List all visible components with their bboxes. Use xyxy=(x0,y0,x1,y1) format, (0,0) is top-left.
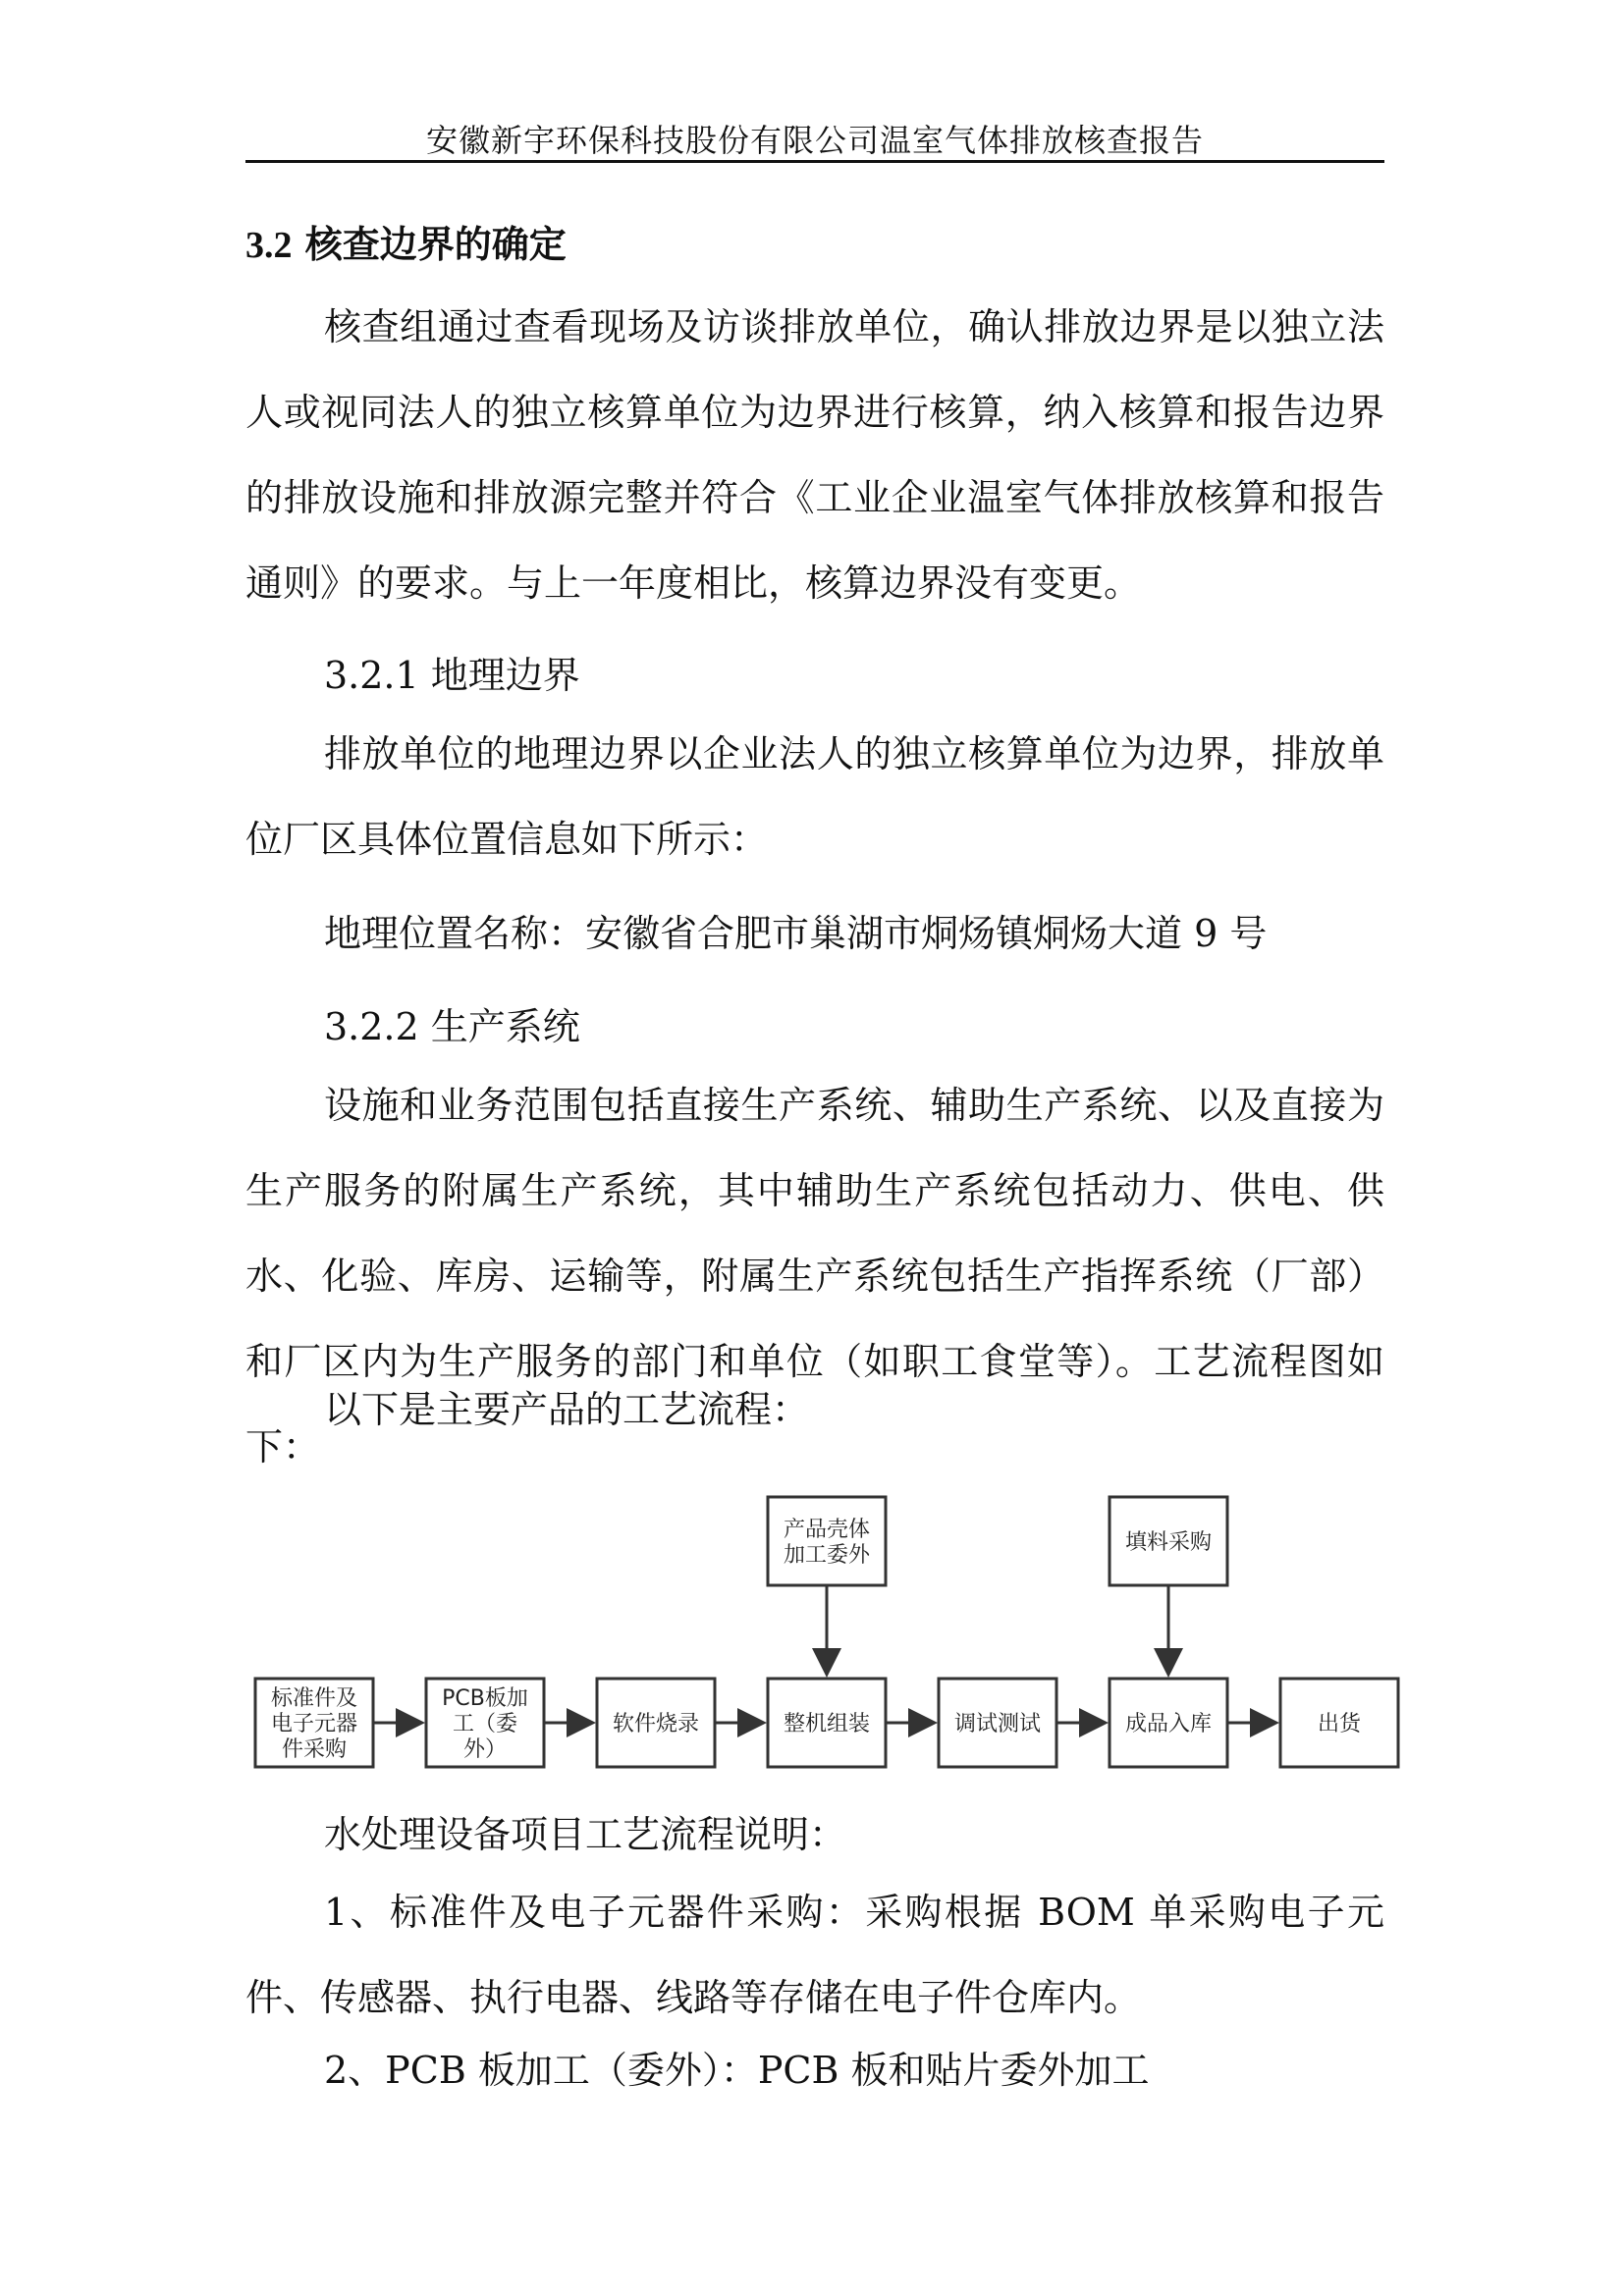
section-title: 核查边界的确定 xyxy=(304,222,567,266)
flow-step-0-text: 件采购 xyxy=(281,1737,348,1762)
geo-subheading: 3.2.1 地理边界 xyxy=(324,654,580,697)
flow-step-6-text: 出货 xyxy=(1317,1712,1362,1736)
production-paragraph: 设施和业务范围包括直接生产系统、辅助生产系统、以及直接为生产服务的附属生产系统，其中辅助生产系统包括动力、供电、供水、化验、库房、运输等，附属生产系统包括生产指挥系统（厂部）和厂区内为生产服务的部门和单位（如职工食堂等）。工艺流程图如下： xyxy=(245,1084,1384,1468)
flow-step-2-text: 软件烧录 xyxy=(612,1712,700,1736)
page-header: 安徽新宇环保科技股份有限公司温室气体排放核查报告 xyxy=(425,122,1204,159)
explain-heading: 水处理设备项目工艺流程说明： xyxy=(324,1813,847,1856)
process-flowchart xyxy=(245,1487,1404,1782)
geo-block xyxy=(245,712,1384,882)
header-rule xyxy=(245,160,1384,163)
intro-block xyxy=(245,285,1384,626)
intro-paragraph: 核查组通过查看现场及访谈排放单位，确认排放边界是以独立法人或视同法人的独立核算单位为边界进行核算，纳入核算和报告边界的排放设施和排放源完整并符合《工业企业温室气体排放核算和报告通则》的要求。与上一年度相比，核算边界没有变更。 xyxy=(245,305,1384,605)
flow-input-0-text: 加工委外 xyxy=(783,1543,871,1568)
section-heading xyxy=(245,214,567,268)
flow-input-1-text: 填料采购 xyxy=(1124,1530,1213,1555)
section-number: 3.2 xyxy=(245,225,293,266)
explain-item1-block xyxy=(245,1870,1384,2041)
geo-location: 地理位置名称：安徽省合肥市巢湖市烔炀镇烔炀大道 9 号 xyxy=(324,912,1268,955)
flow-step-1-text: PCB板加 xyxy=(442,1686,528,1711)
flow-step-0-text: 电子元器 xyxy=(270,1712,358,1736)
flow-step-5-text: 成品入库 xyxy=(1124,1712,1213,1736)
flow-step-1-text: 外） xyxy=(462,1737,508,1762)
flowchart-svg xyxy=(245,1487,1404,1782)
flow-step-3-text: 整机组装 xyxy=(783,1712,871,1736)
production-subheading: 3.2.2 生产系统 xyxy=(324,1005,580,1048)
flow-step-4-text: 调试测试 xyxy=(953,1712,1042,1736)
geo-paragraph: 排放单位的地理边界以企业法人的独立核算单位为边界，排放单位厂区具体位置信息如下所示： xyxy=(245,732,1384,861)
explain-item2: 2、PCB 板加工（委外）：PCB 板和贴片委外加工 xyxy=(324,2049,1150,2092)
flow-input-0-text: 产品壳体 xyxy=(783,1518,871,1542)
flow-step-1-text: 工（委 xyxy=(452,1712,518,1736)
explain-item1: 1、标准件及电子元器件采购：采购根据 BOM 单采购电子元件、传感器、执行电器、线路等存储在电子件仓库内。 xyxy=(245,1891,1384,2019)
flow-lead: 以下是主要产品的工艺流程： xyxy=(324,1388,810,1431)
flow-step-0-text: 标准件及 xyxy=(270,1686,358,1711)
